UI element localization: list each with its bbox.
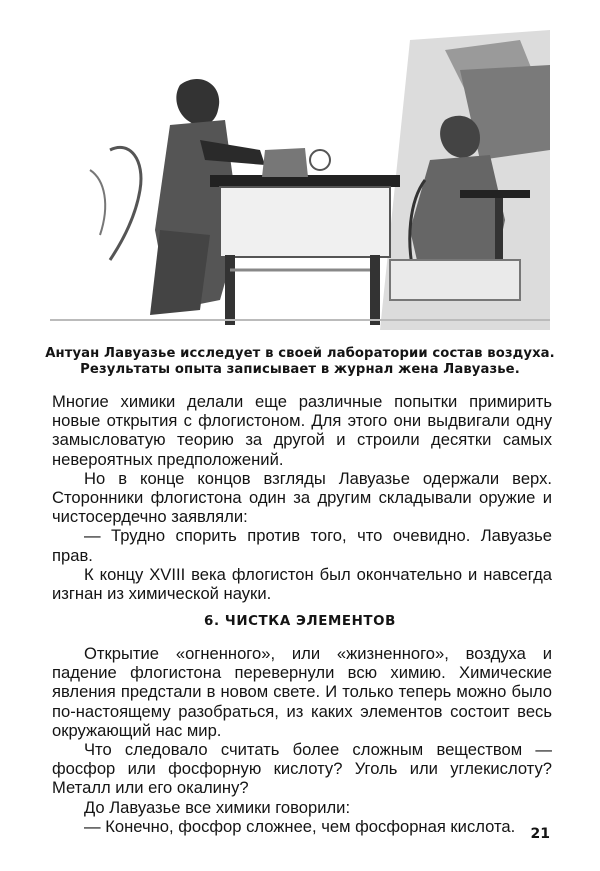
paragraph: До Лавуазье все химики говорили: <box>84 797 351 817</box>
paragraph: Открытие «огненного», или «жизненного», воздуха и падение флогистона перевернули всю химию. Химические явления предстали в новом свете. И только теперь можно было по-настоящему разобраться, из каких элементов состоит весь окружающий нас мир. <box>52 644 552 740</box>
section-2-text <box>52 644 552 836</box>
caption-line-1: Антуан Лавуазье исследует в своей лаборатории состав воздуха. <box>45 346 555 361</box>
illustration-caption <box>40 346 560 378</box>
section-heading: 6. ЧИСТКА ЭЛЕМЕНТОВ <box>204 614 396 629</box>
paragraph: — Конечно, фосфор сложнее, чем фосфорная кислота. <box>84 816 516 836</box>
caption-line-2: Результаты опыта записывает в журнал жена Лавуазье. <box>80 362 520 377</box>
paragraph: К концу XVIII века флогистон был окончательно и навсегда изгнан из химической науки. <box>52 564 552 604</box>
page-number: 21 <box>530 826 550 842</box>
lavoisier-laboratory-illustration <box>50 30 550 330</box>
paragraph: Многие химики делали еще различные попытки примирить новые открытия с флогистоном. Для этого они выдвигали одну замысловатую теорию за другой и строили десятки самых невероятных предположений. <box>52 392 552 469</box>
paragraph: Но в конце концов взгляды Лавуазье одержали верх. Сторонники флогистона один за другим складывали оружие и чистосердечно заявляли: <box>52 468 552 527</box>
paragraph: Что следовало считать более сложным веществом — фосфор или фосфорную кислоту? Уголь или углекислоту? Металл или его окалину? <box>52 740 552 798</box>
section-1-text <box>52 392 552 603</box>
paragraph: — Трудно спорить против того, что очевидно. Лавуазье прав. <box>52 526 552 565</box>
